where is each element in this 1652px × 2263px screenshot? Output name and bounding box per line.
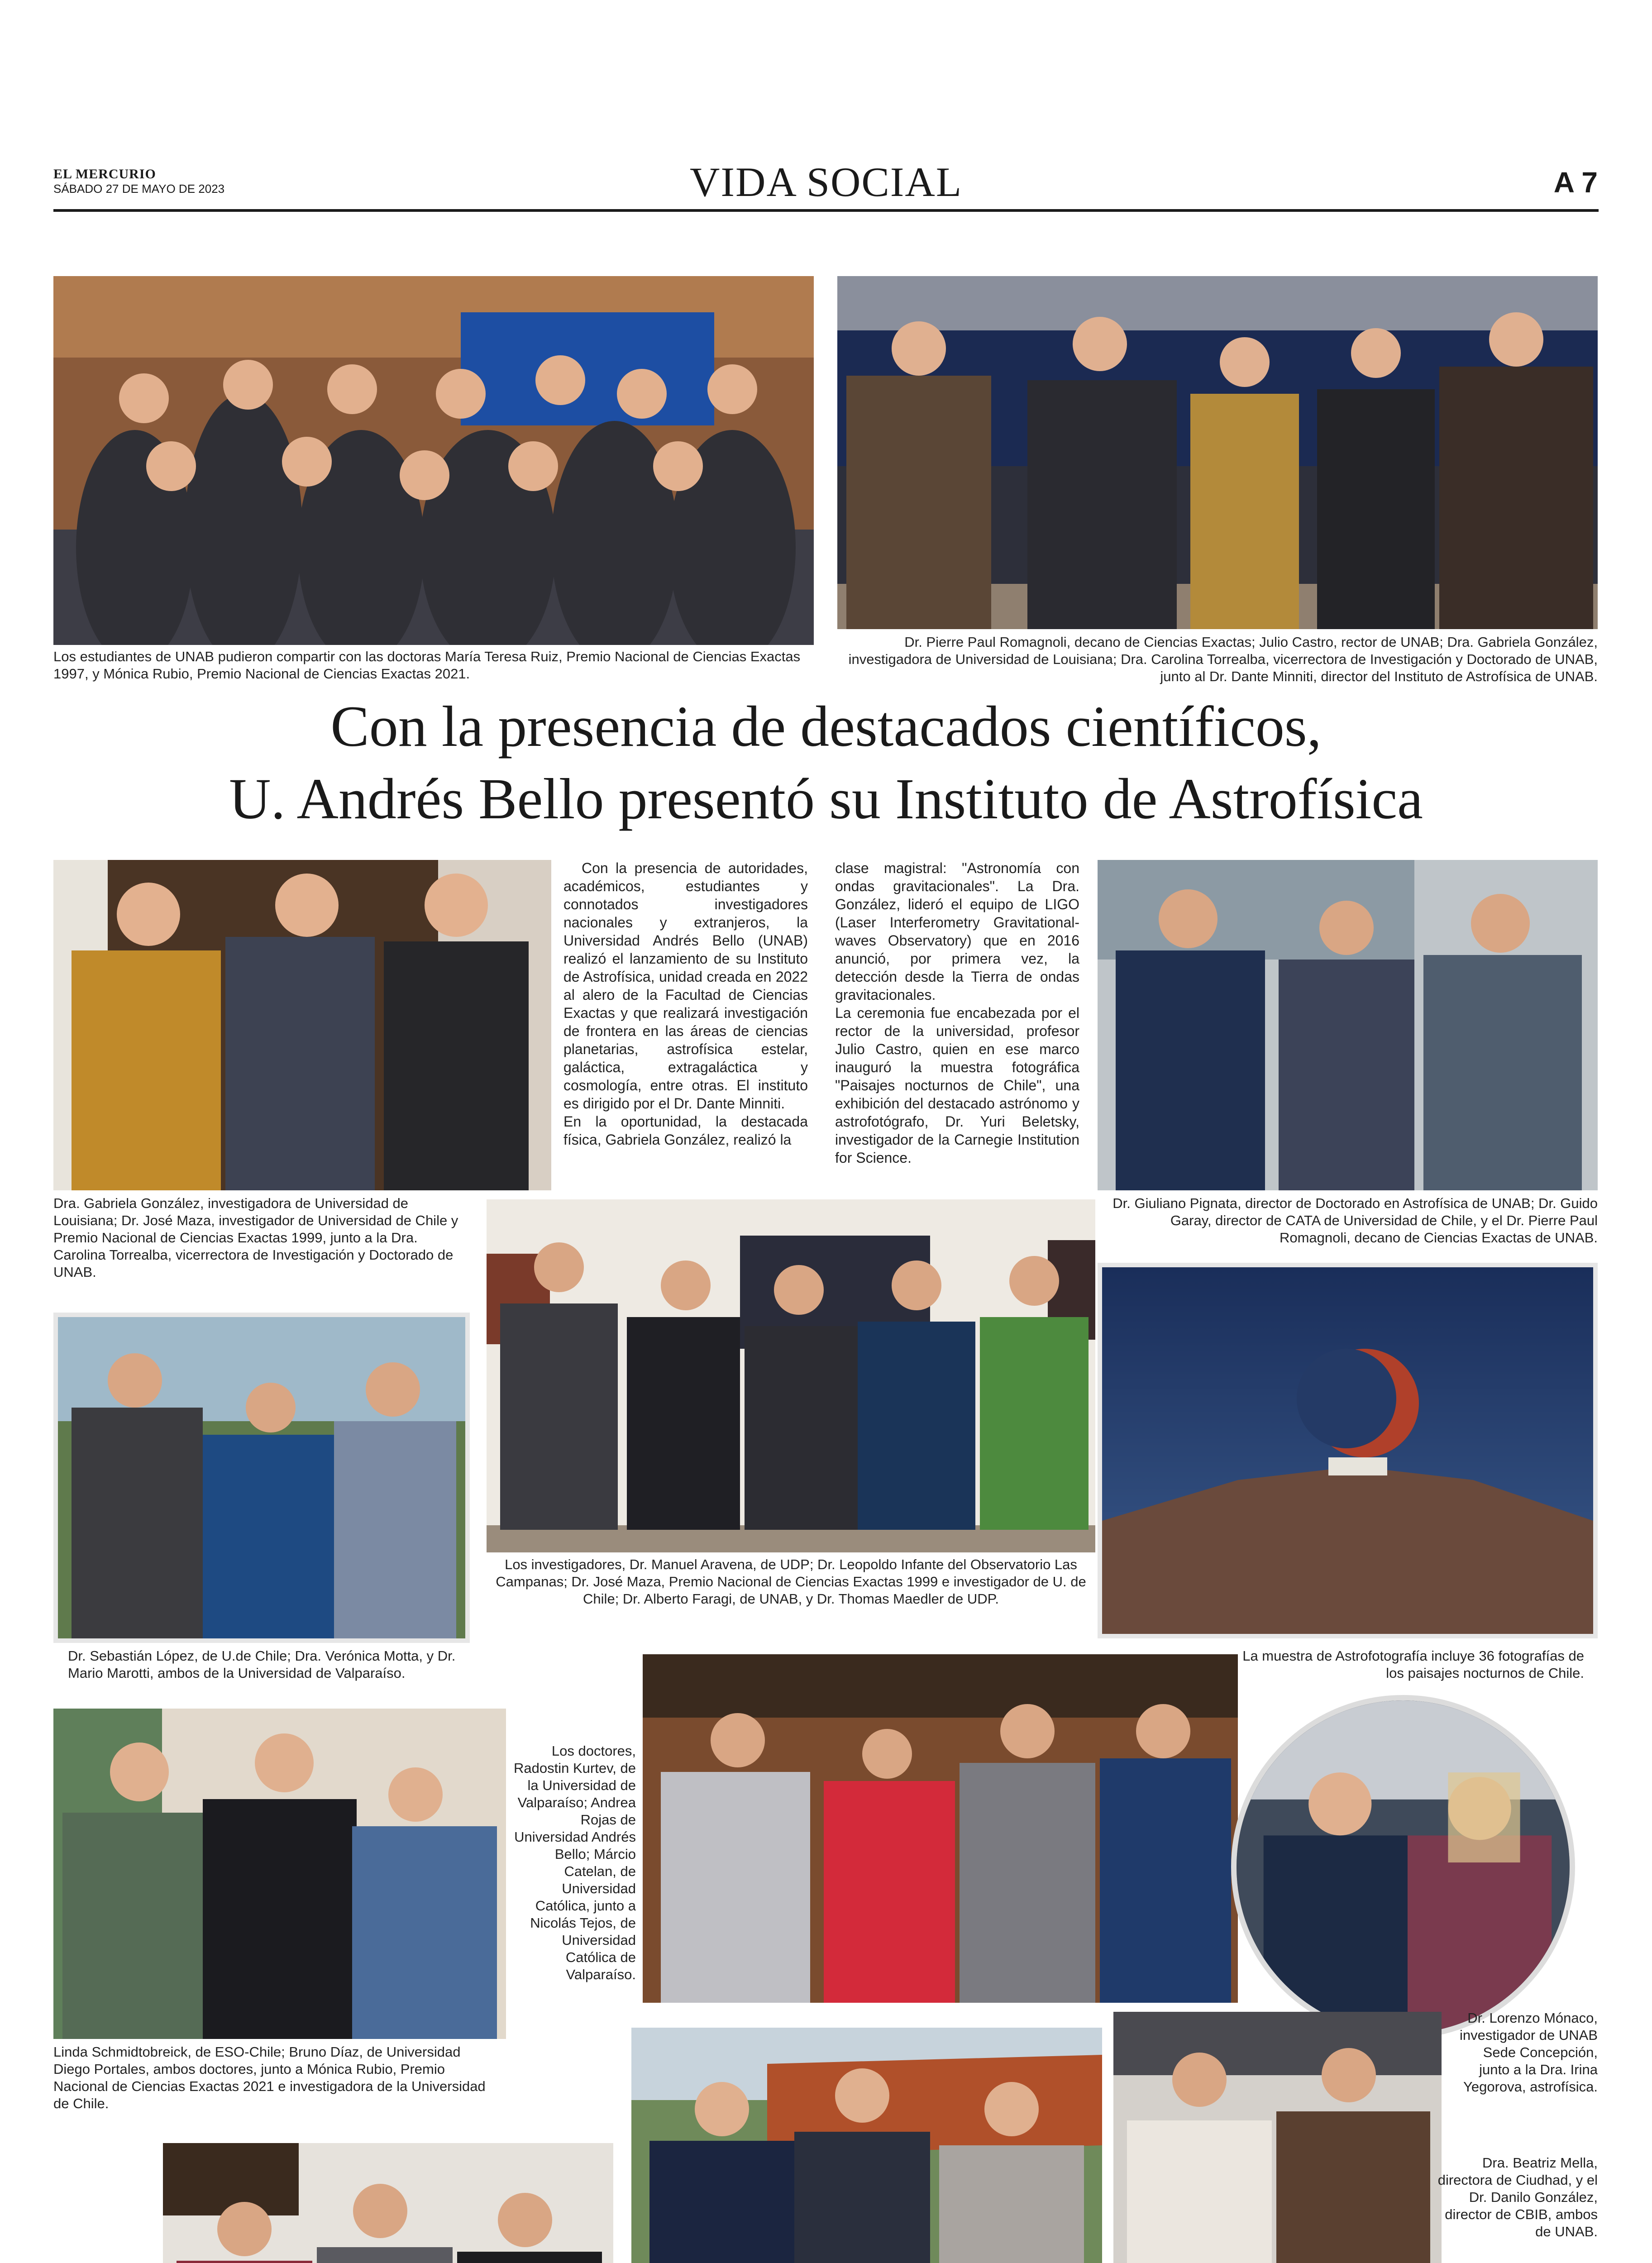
section-title: VIDA SOCIAL [689,159,963,205]
photo-researchers-group [487,1199,1095,1552]
caption-kurtev-rojas-catelan-tejos: Los doctores, Radostin Kurtev, de la Universidad de Valparaíso; Andrea Rojas de Universidad Andrés Bello; Márcio Catelan, de Universidad Católica, junto a Nicolás Tejos, de Universidad Católica de Valparaíso. [514,1743,636,1982]
article-column-1: Con la presencia de autoridades, académicos, estudiantes y connotados investigadores nacionales y extranjeros, la Universidad Andrés Bello (UNAB) realizó el lanzamiento de su Instituto de Astrofísica, unidad creada en 2022 al alero de la Facultad de Ciencias Exactas y que realizará investigación de frontera en las áreas de ciencias planetarias, astrofísica estelar, galáctica, extragaláctica y cosmología, entre otras. El instituto es dirigido por el Dr. Dante Minniti. En la oportunidad, la destacada física, Gabriela González, realizó la [563,860,808,1148]
caption-schmidtobreick-diaz-rubio: Linda Schmidtobreick, de ESO-Chile; Bruno Díaz, de Universidad Diego Portales, ambos doctores, junto a Mónica Rubio, Premio Nacional de Ciencias Exactas 2021 e investigadora de la Universidad de Chile. [53,2044,486,2111]
caption-gonzalez-maza-torrealba: Dra. Gabriela González, investigadora de Universidad de Louisiana; Dr. José Maza, investigador de Universidad de Chile y Premio Nacional de Ciencias Exactas 1999, junto a la Dra. Carolina Torrealba, vicerrectora de Investigación y Doctorado de UNAB. [53,1195,458,1280]
photo-students-group [53,276,814,645]
headline-line-2: U. Andrés Bello presentó su Instituto de Astrofísica [229,767,1423,831]
photo-schmidtobreick-diaz-rubio [53,1709,506,2039]
article-column-2: clase magistral: "Astronomía con ondas gravitacionales". La Dra. González, lideró el equipo de LIGO (Laser Interferometry Gravitational-waves Observatory) que en 2016 anunció, por primera vez, la detección desde la Tierra de ondas gravitacionales. La ceremonia fue encabezada por el rector de la universidad, profesor Julio Castro, quien en ese marco inauguró la muestra fotográfica "Paisajes nocturnos de Chile", una exhibición del destacado astrónomo y astrofotógrafo, Dr. Yuri Beletsky, investigador de la Carnegie Institution for Science. [835,860,1079,1166]
photo-pullen-karadima-artale [631,2028,1102,2263]
caption-astrophotography: La muestra de Astrofotografía incluye 36 fotografías de los paisajes nocturnos de Chile. [1242,1648,1584,1681]
caption-monaco-yegorova: Dr. Lorenzo Mónaco, investigador de UNAB Sede Concepción, junto a la Dra. Irina Yegorova, astrofísica. [1460,2010,1598,2095]
photo-lopez-motta-marotti [53,1313,470,1643]
photo-authorities-group [837,276,1598,629]
photo-kurtev-rojas-catelan-tejos [643,1654,1238,2003]
caption-researchers: Los investigadores, Dr. Manuel Aravena, de UDP; Dr. Leopoldo Infante del Observatorio Las Campanas; Dr. José Maza, Premio Nacional de Ciencias Exactas 1999 e investigador de U. de Chile; Dr. Alberto Faragi, de UNAB, y Dr. Thomas Maedler de UDP. [496,1556,1086,1607]
caption-mella-gonzalez: Dra. Beatriz Mella, directora de Ciudhad, y el Dr. Danilo González, director de CBIB, ambos de UNAB. [1437,2155,1598,2239]
page-number: A 7 [1553,166,1598,199]
caption-pignata-garay-romagnoli: Dr. Giuliano Pignata, director de Doctorado en Astrofísica de UNAB; Dr. Guido Garay, director de CATA de Universidad de Chile, y el Dr. Pierre Paul Romagnoli, decano de Ciencias Exactas de UNAB. [1112,1195,1598,1246]
masthead-paper-name: EL MERCURIO [53,167,156,181]
photo-gonzalez-maza-torrealba [53,860,551,1190]
photo-astrophotography-moon [1098,1263,1598,1638]
photo-monaco-yegorova [1231,1695,1575,2039]
headline-line-1: Con la presencia de destacados científicos, [330,694,1322,759]
photo-zurlo-rojas-stepanova [163,2143,613,2263]
photo-mella-gonzalez [1113,2012,1442,2263]
caption-lopez-motta-marotti: Dr. Sebastián López, de U.de Chile; Dra. Verónica Motta, y Dr. Mario Marotti, ambos de la Universidad de Valparaíso. [68,1648,456,1681]
caption-students: Los estudiantes de UNAB pudieron compartir con las doctoras María Teresa Ruiz, Premio Nacional de Ciencias Exactas 1997, y Mónica Rubio, Premio Nacional de Ciencias Exactas 2021. [53,649,801,682]
masthead-date: SÁBADO 27 DE MAYO DE 2023 [53,182,225,196]
masthead-rule [53,209,1599,212]
photo-pignata-garay-romagnoli [1098,860,1598,1190]
caption-authorities: Dr. Pierre Paul Romagnoli, decano de Ciencias Exactas; Julio Castro, rector de UNAB; Dra. Gabriela González, investigadora de Universidad de Louisiana; Dra. Carolina Torrealba, vicerrectora de Investigación y Doctorado de UNAB, junto al Dr. Dante Minniti, director del Instituto de Astrofísica de UNAB. [848,634,1598,684]
